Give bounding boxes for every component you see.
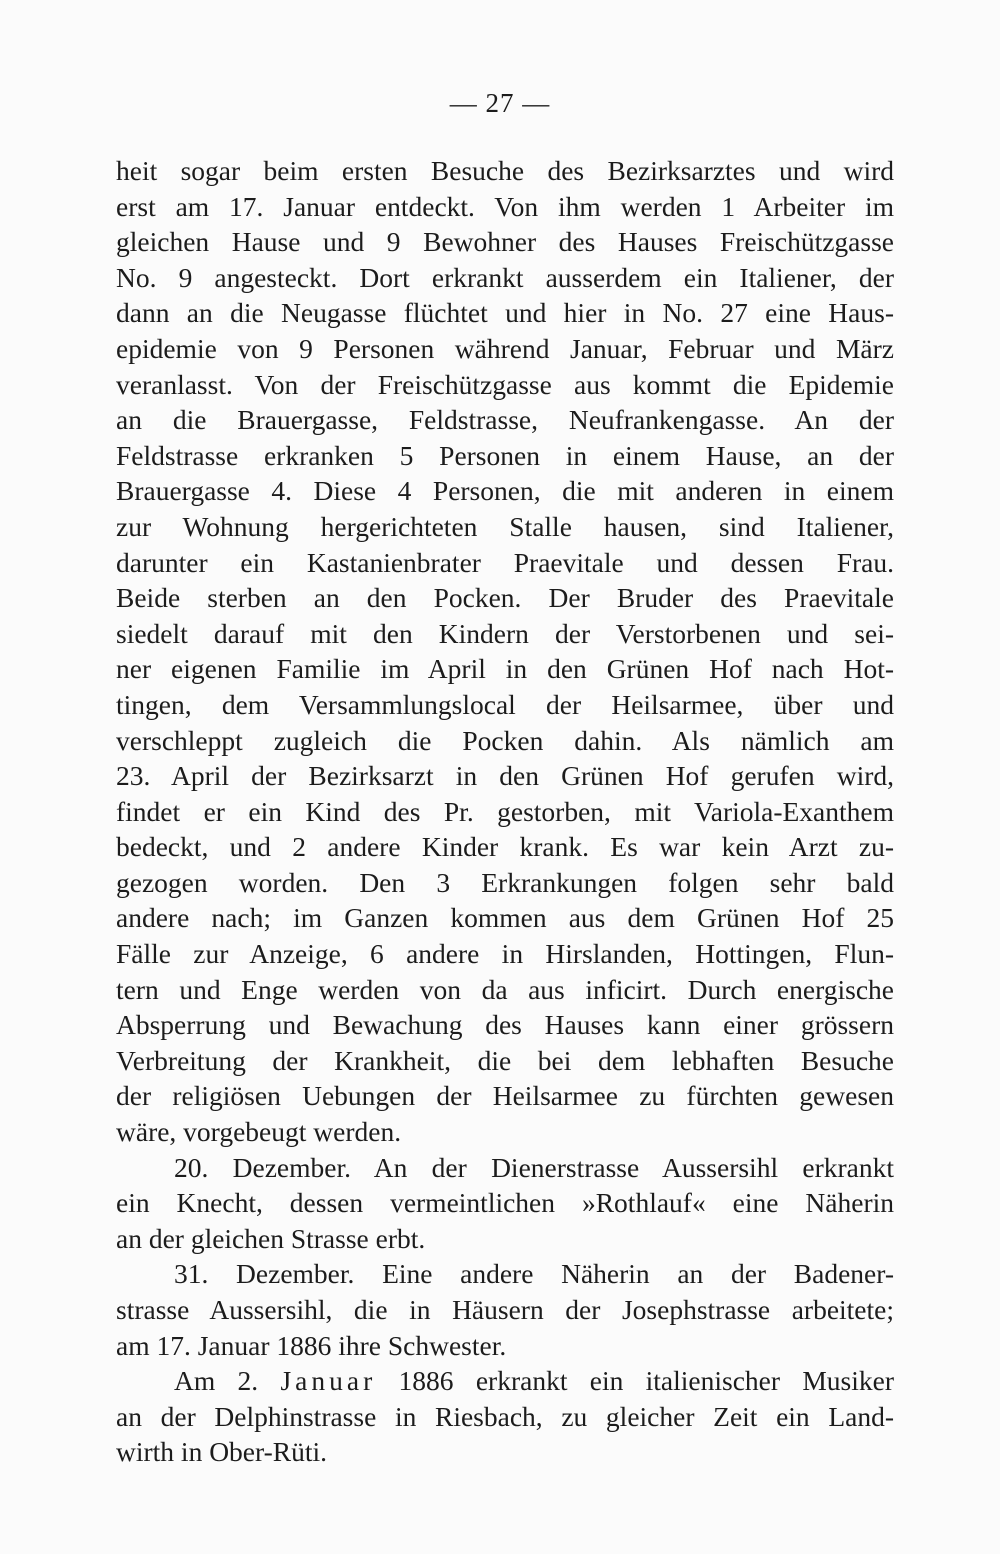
text-line: Brauergasse 4. Diese 4 Personen, die mit anderen in einem <box>116 475 894 507</box>
text-line: Fälle zur Anzeige, 6 andere in Hirslanden, Hottingen, Flun- <box>116 938 894 970</box>
text-line: 31. Dezember. Eine andere Näherin an der Badener- <box>174 1258 894 1290</box>
text-line: verschleppt zugleich die Pocken dahin. Als nämlich am <box>116 724 894 756</box>
text-line: tingen, dem Versammlungslocal der Heilsarmee, über und <box>116 688 894 720</box>
text-line: 23. April der Bezirksarzt in den Grünen Hof gerufen wird, <box>116 760 894 792</box>
text-line: tern und Enge werden von da aus inficirt. Durch energische <box>116 973 894 1005</box>
page-number: — 27 — <box>449 88 551 118</box>
text-line: Verbreitung der Krankheit, die bei dem lebhaften Besuche <box>116 1044 894 1076</box>
text-line: wäre, vorgebeugt werden. <box>116 1116 402 1148</box>
text-fragment: 1886 erkrankt ein italienischer Musiker <box>398 1365 894 1397</box>
text-line: heit sogar beim ersten Besuche des Bezirksarztes und wird <box>116 155 894 186</box>
spaced-text: Januar <box>280 1365 377 1397</box>
text-line: No. 9 angesteckt. Dort erkrankt ausserdem ein Italiener, der <box>116 261 894 293</box>
text-line: an die Brauergasse, Feldstrasse, Neufrankengasse. An der <box>116 404 894 436</box>
text-line: ner eigenen Familie im April in den Grünen Hof nach Hot- <box>116 653 894 685</box>
text-line: ein Knecht, dessen vermeintlichen »Rothlauf« eine Näherin <box>116 1187 894 1219</box>
text-line: erst am 17. Januar entdeckt. Von ihm werden 1 Arbeiter im <box>116 190 894 222</box>
text-line-composite <box>116 1363 894 1399</box>
text-line: bedeckt, und 2 andere Kinder krank. Es war kein Arzt zu- <box>116 831 894 863</box>
text-fragment: Am 2. <box>174 1365 259 1397</box>
text-line: an der gleichen Strasse erbt. <box>116 1222 426 1254</box>
text-line: gezogen worden. Den 3 Erkrankungen folgen sehr bald <box>116 866 894 898</box>
text-line: Absperrung und Bewachung des Hauses kann einer grössern <box>116 1009 894 1041</box>
text-line: findet er ein Kind des Pr. gestorben, mit Variola-Exanthem <box>116 795 894 827</box>
text-line: zur Wohnung hergerichteten Stalle hausen, sind Italiener, <box>116 510 894 542</box>
text-line: dann an die Neugasse flüchtet und hier in No. 27 eine Haus- <box>116 297 894 329</box>
text-line: gleichen Hause und 9 Bewohner des Hauses Freischützgasse <box>116 226 894 258</box>
text-line: wirth in Ober-Rüti. <box>116 1436 328 1468</box>
text-line: 20. Dezember. An der Dienerstrasse Aussersihl erkrankt <box>174 1151 894 1183</box>
text-line: siedelt darauf mit den Kindern der Verstorbenen und sei- <box>116 617 894 649</box>
body-text <box>116 153 894 1470</box>
text-line: der religiösen Uebungen der Heilsarmee zu fürchten gewesen <box>116 1080 894 1112</box>
text-line: an der Delphinstrasse in Riesbach, zu gleicher Zeit ein Land- <box>116 1400 894 1432</box>
text-line: Feldstrasse erkranken 5 Personen in einem Hause, an der <box>116 439 894 471</box>
text-line: Beide sterben an den Pocken. Der Bruder des Praevitale <box>116 582 894 614</box>
text-line: andere nach; im Ganzen kommen aus dem Grünen Hof 25 <box>116 902 894 934</box>
text-line: am 17. Januar 1886 ihre Schwester. <box>116 1329 507 1361</box>
text-line: strasse Aussersihl, die in Häusern der Josephstrasse arbeitete; <box>116 1294 894 1325</box>
text-line: epidemie von 9 Personen während Januar, Februar und März <box>116 332 894 364</box>
text-line: veranlasst. Von der Freischützgasse aus kommt die Epidemie <box>116 368 894 400</box>
text-line: darunter ein Kastanienbrater Praevitale und dessen Frau. <box>116 546 894 578</box>
